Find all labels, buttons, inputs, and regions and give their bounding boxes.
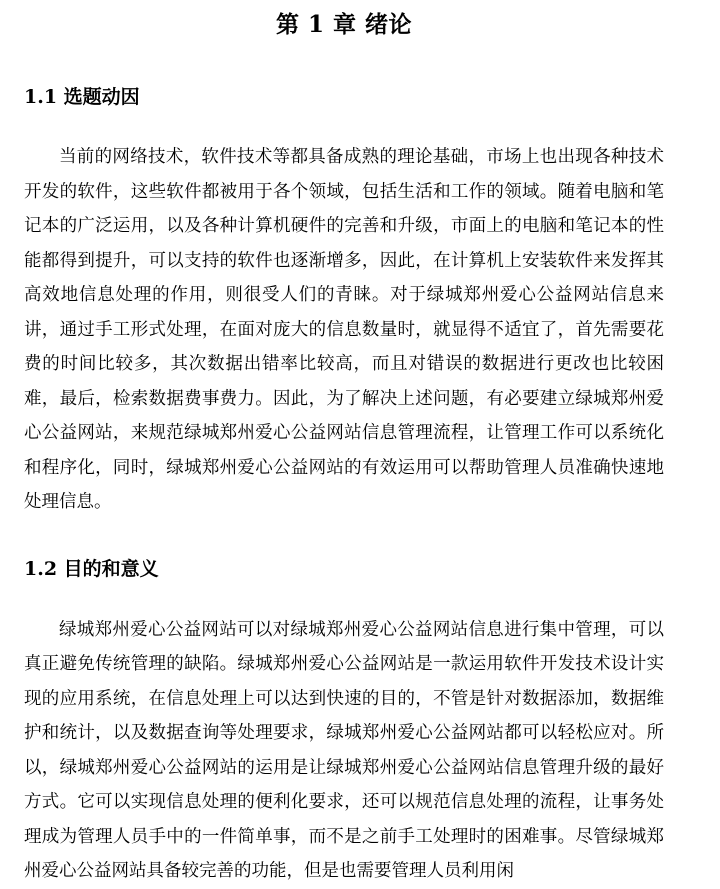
chapter-title: 第 1 章 绪论	[275, 11, 413, 38]
section-heading-selection-motivation: 1.1 选题动因	[24, 86, 140, 108]
section-heading-purpose-significance: 1.2 目的和意义	[24, 557, 159, 580]
section-paragraph-selection-motivation: 当前的网络技术，软件技术等都具备成熟的理论基础，市场上也出现各种技术开发的软件，这些软件都被用于各个领域，包括生活和工作的领域。随着电脑和笔记本的广泛运用，以及各种计算机硬件的完善和升级，市面上的电脑和笔记本的性能都得到提升，可以支持的软件也逐渐增多，因此，在计算机上安装软件来发挥其高效地信息处理的作用，则很受人们的青睐。对于绿城郑州爱心公益网站信息来讲，通过手工形式处理，在面对庞大的信息数量时，就显得不适宜了，首先需要花费的时间比较多，其次数据出错率比较高，而且对错误的数据进行更改也比较困难，最后，检索数据费事费力。因此，为了解决上述问题，有必要建立绿城郑州爱心公益网站，来规范绿城郑州爱心公益网站信息管理流程，让管理工作可以系统化和程序化，同时，绿城郑州爱心公益网站的有效运用可以帮助管理人员准确快速地处理信息。	[24, 147, 664, 512]
section-paragraph-purpose-significance: 绿城郑州爱心公益网站可以对绿城郑州爱心公益网站信息进行集中管理，可以真正避免传统管理的缺陷。绿城郑州爱心公益网站是一款运用软件开发技术设计实现的应用系统，在信息处理上可以达到快速的目的，不管是针对数据添加，数据维护和统计，以及数据查询等处理要求，绿城郑州爱心公益网站都可以轻松应对。所以，绿城郑州爱心公益网站的运用是让绿城郑州爱心公益网站信息管理升级的最好方式。它可以实现信息处理的便利化要求，还可以规范信息处理的流程，让事务处理成为管理人员手中的一件简单事，而不是之前手工处理时的困难事。尽管绿城郑州爱心公益网站具备较完善的功能，但是也需要管理人员利用闲	[24, 619, 664, 881]
